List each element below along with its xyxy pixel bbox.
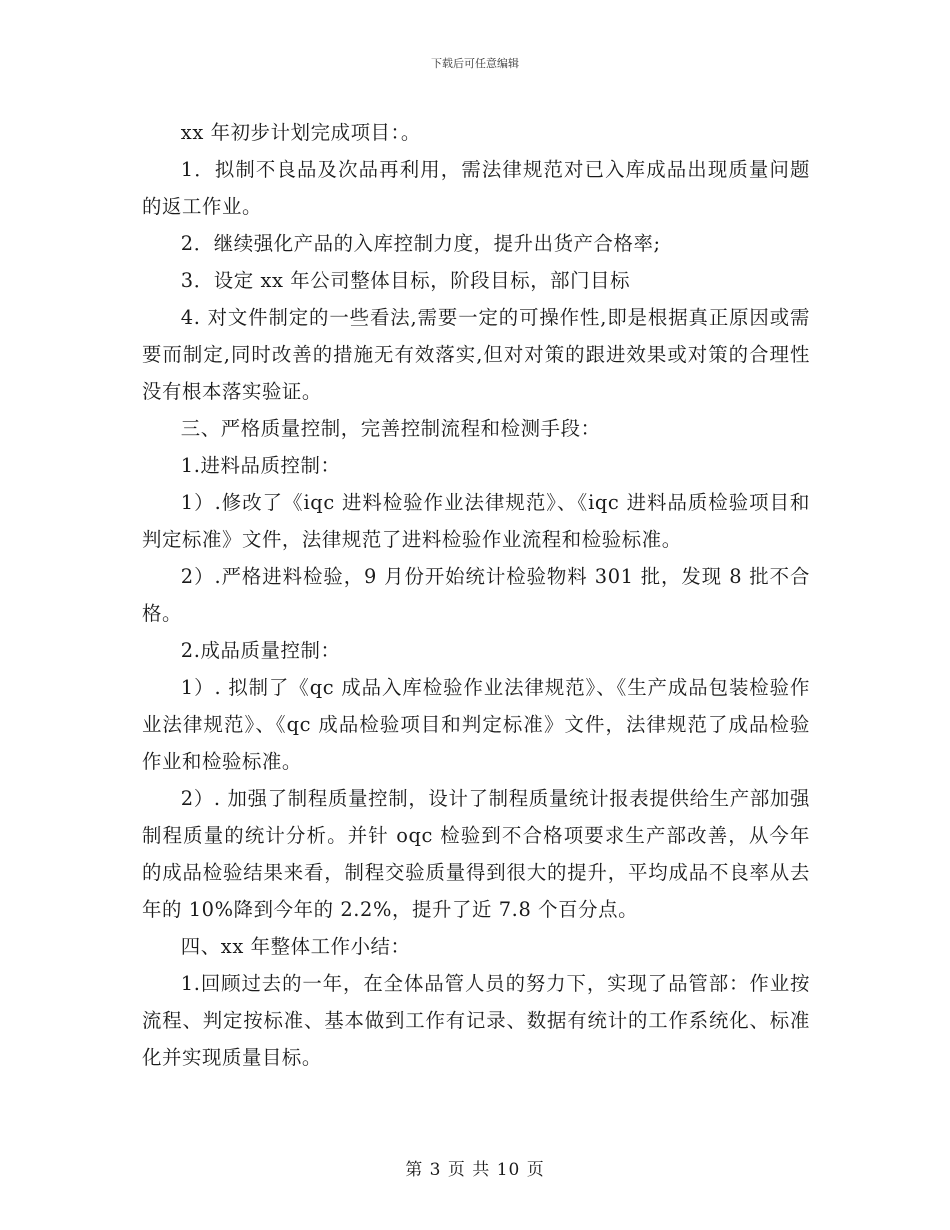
- paragraph-incoming-item-1: 1）.修改了《iqc 进料检验作业法律规范》、《iqc 进料品质检验项目和判定标准》文件，法律规范了进料检验作业流程和检验标准。: [142, 491, 810, 551]
- paragraph-plan-item-3: 3．设定 xx 年公司整体目标，阶段目标，部门目标: [180, 269, 631, 292]
- section-heading-quality-control: 三、严格质量控制，完善控制流程和检测手段：: [180, 417, 601, 440]
- subheading-finished-product: 2.成品质量控制：: [180, 639, 341, 662]
- page-number-footer: 第 3 页 共 10 页: [405, 1160, 545, 1180]
- section-heading-summary: 四、xx 年整体工作小结：: [180, 935, 411, 958]
- paragraph-summary-item-1: 1.回顾过去的一年，在全体品管人员的努力下，实现了品管部：作业按流程、判定按标准、基本做到工作有记录、数据有统计的工作系统化、标准化并实现质量目标。: [142, 972, 810, 1069]
- paragraph-finished-item-1: 1）. 拟制了《qc 成品入库检验作业法律规范》、《生产成品包装检验作业法律规范》、《qc 成品检验项目和判定标准》文件，法律规范了成品检验作业和检验标准。: [142, 676, 810, 773]
- document-body: [142, 114, 810, 1076]
- paragraph-plan-item-2: 2．继续强化产品的入库控制力度，提升出货产合格率;: [180, 232, 661, 255]
- subheading-incoming-material: 1.进料品质控制：: [180, 454, 341, 477]
- paragraph-plan-item-4: 4. 对文件制定的一些看法,需要一定的可操作性,即是根据真正原因或需要而制定,同时改善的措施无有效落实,但对对策的跟进效果或对策的合理性没有根本落实验证。: [142, 306, 810, 403]
- paragraph-incoming-item-2: 2）.严格进料检验，9 月份开始统计检验物料 301 批，发现 8 批不合格。: [142, 565, 810, 625]
- paragraph-plan-item-1: 1．拟制不良品及次品再利用，需法律规范对已入库成品出现质量问题的返工作业。: [142, 158, 810, 218]
- paragraph-finished-item-2: 2）. 加强了制程质量控制，设计了制程质量统计报表提供给生产部加强制程质量的统计分析。并针 oqc 检验到不合格项要求生产部改善，从今年的成品检验结果来看，制程交验质量得到很大的提升，平均成品不良率从去年的 10%降到今年的 2.2%，提升了近 7.8 个百分点。: [142, 787, 810, 921]
- page-header-note: 下载后可任意编辑: [431, 57, 519, 70]
- paragraph-preliminary-plan: xx 年初步计划完成项目：。: [180, 121, 421, 144]
